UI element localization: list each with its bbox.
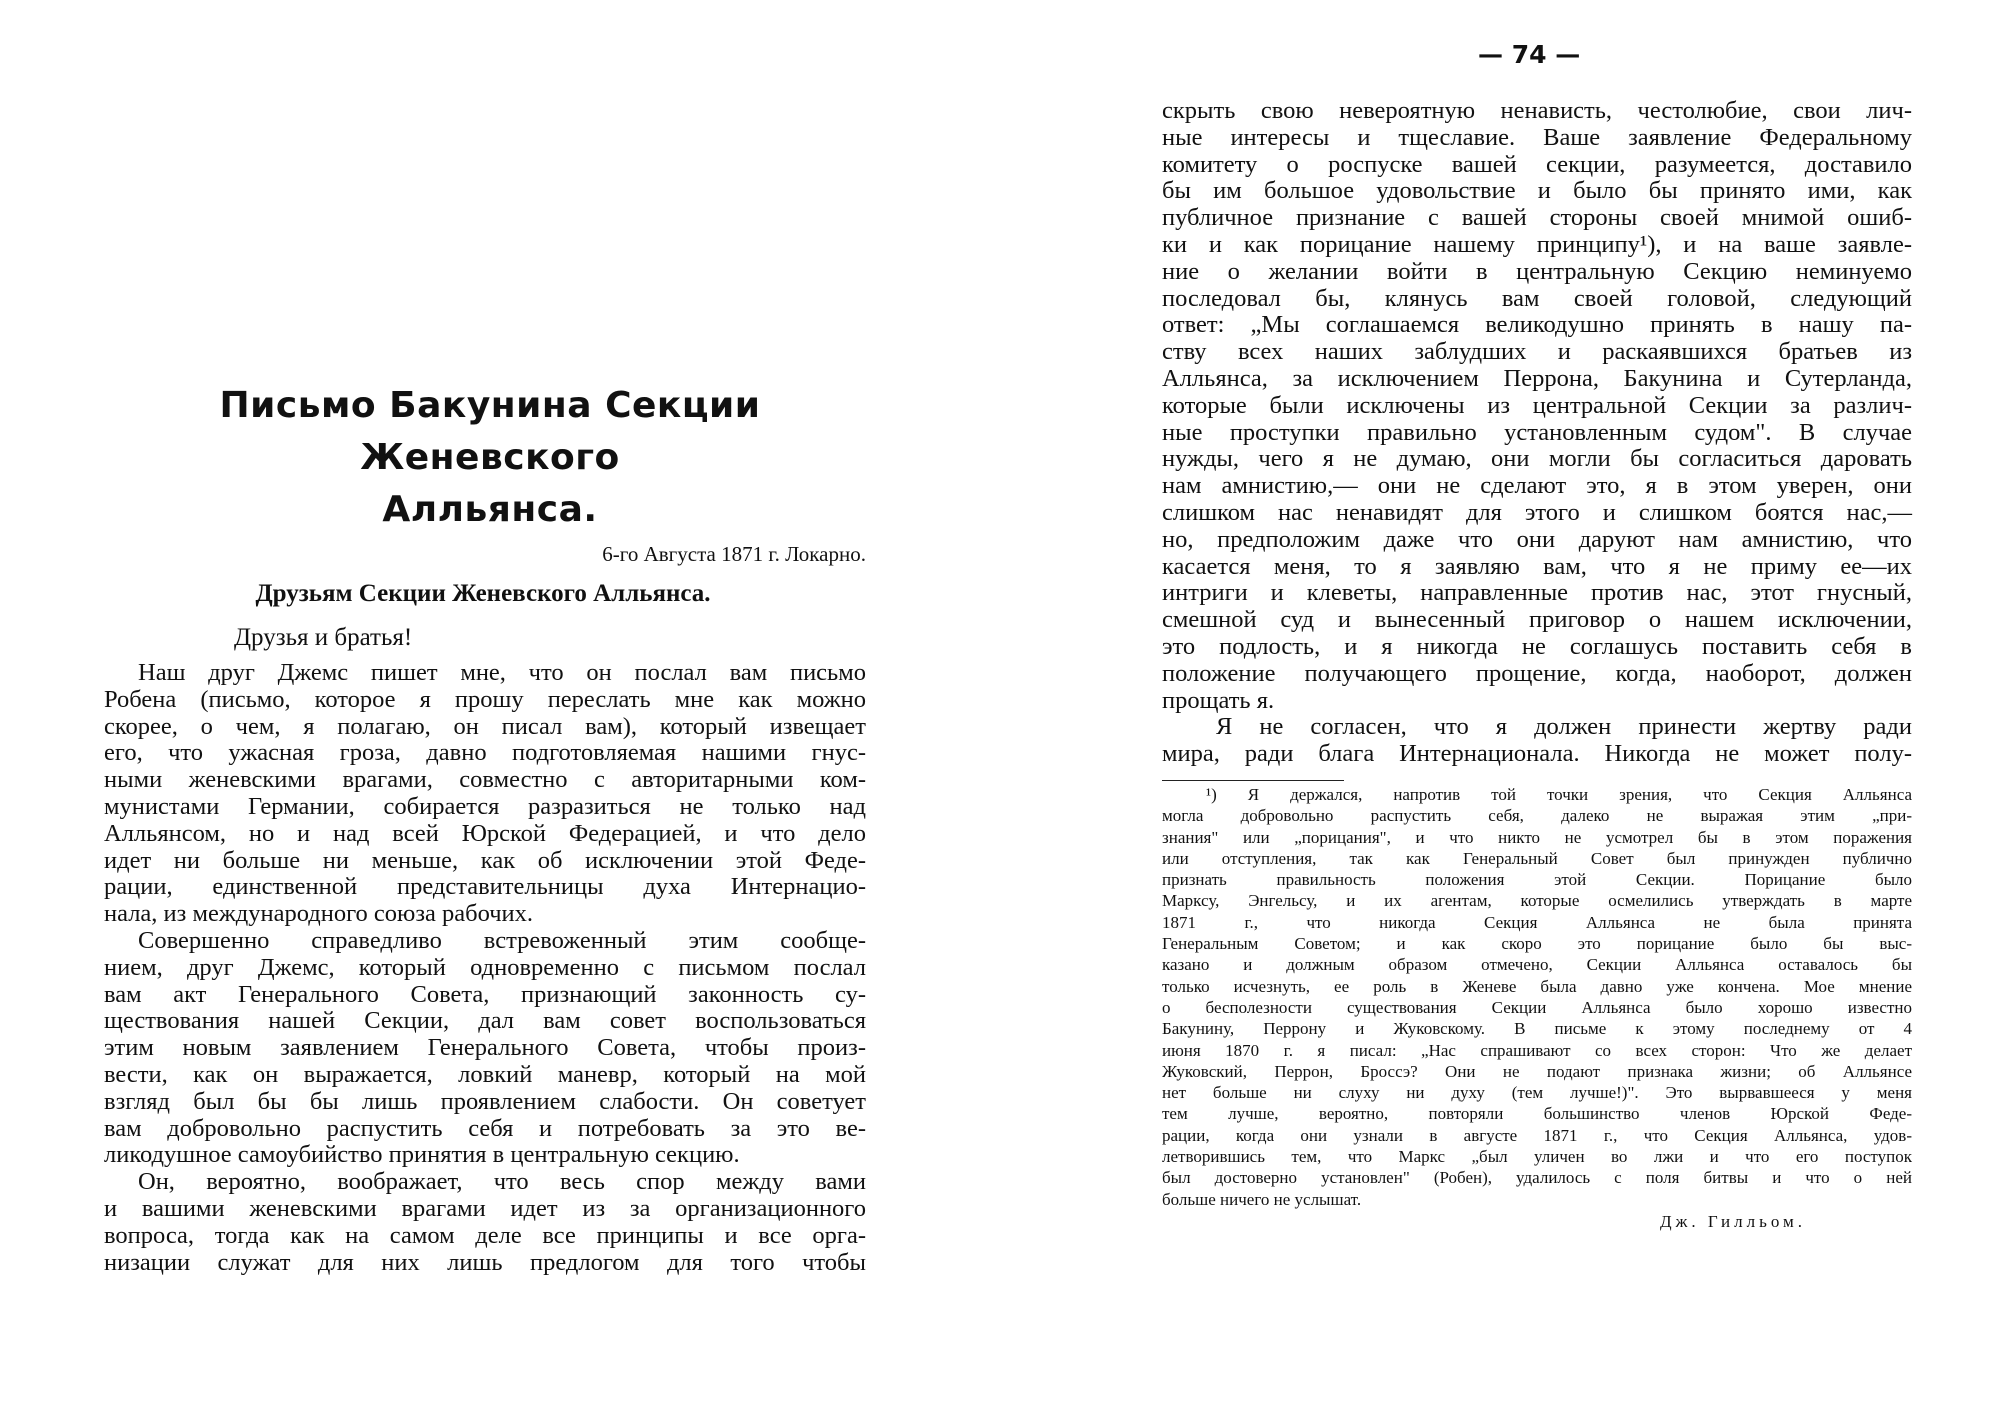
text-line: его, что ужасная гроза, давно подготовляемая нашими гнус-: [104, 739, 866, 767]
text-line: смешной суд и вынесенный приговор о нашем исключении,: [1162, 606, 1912, 634]
text-line: нам амнистию,— они не сделают это, я в этом уверен, они: [1162, 472, 1912, 500]
text-line: нала, из международного союза рабочих.: [104, 900, 534, 928]
footnote-line: Марксу, Энгельсу, и их агентам, которые осмелились утверждать в марте: [1162, 891, 1912, 911]
footnote-line: нет больше ни слуху ни духу (тем лучше!)". Это вырвавшееся у меня: [1162, 1083, 1912, 1103]
text-line: мира, ради блага Интернационала. Никогда не может полу-: [1162, 740, 1912, 768]
text-line: Робена (письмо, которое я прошу переслать мне как можно: [104, 685, 866, 713]
text-line: ными женевскими врагами, совместно с авторитарными ком-: [104, 766, 866, 794]
text-line: интриги и клеветы, направленные против нас, этот гнусный,: [1162, 579, 1912, 607]
text-line: прощать я.: [1162, 686, 1275, 714]
title-line-2: Алльянса.: [382, 489, 598, 530]
text-line: Алльянсом, но и над всей Юрской Федерацией, и что дело: [104, 819, 866, 847]
right-body-text: [1162, 98, 1912, 768]
footnote-line: знания" или „порицания", и что никто не усмотрел бы в этом поражения: [1162, 827, 1912, 847]
text-line: ные интересы и тщеславие. Ваше заявление Федеральному: [1162, 123, 1912, 151]
footnote-line: только исчезнуть, ее роль в Женеве была давно уже кончена. Мое мнение: [1162, 976, 1912, 996]
text-line: низации служат для них лишь предлогом для того чтобы: [104, 1248, 866, 1276]
letter-title: [120, 380, 860, 536]
text-line: последовал бы, клянусь вам своей головой, следующий: [1162, 284, 1912, 312]
footnote: [1162, 784, 1912, 1210]
footnote-line: Генеральным Советом; и как скоро это порицание было бы выс-: [1162, 934, 1912, 954]
addressee-heading: Друзьям Секции Женевского Алльянса.: [255, 580, 711, 607]
dateline: 6-го Августа 1871 г. Локарно.: [602, 542, 866, 566]
text-line: вопроса, тогда как на самом деле все принципы и все орга-: [104, 1221, 866, 1249]
text-line: которые были исключены из центральной Секции за различ-: [1162, 391, 1912, 419]
text-line: Наш друг Джемс пишет мне, что он послал вам письмо: [138, 659, 866, 686]
footnote-line: признать правильность положения этой Секции. Порицание было: [1162, 870, 1912, 890]
text-line: вести, как он выражается, ловкий маневр, который на мой: [104, 1060, 866, 1088]
text-line: ние о желании войти в центральную Секцию неминуемо: [1162, 257, 1912, 285]
page-number: — 74 —: [1478, 40, 1581, 69]
footnote-divider: [1162, 780, 1344, 781]
text-line: взгляд был бы бы лишь проявлением слабости. Он советует: [104, 1087, 866, 1115]
text-line: вам добровольно распустить себя и потребовать за это ве-: [104, 1114, 866, 1142]
text-line: мунистами Германии, собирается разразиться не только над: [104, 792, 866, 820]
footnote-line: 1871 г., что никогда Секция Алльянса не была принята: [1162, 912, 1912, 932]
text-line: Совершенно справедливо встревоженный этим сообще-: [138, 926, 866, 954]
right-page: [1000, 0, 2000, 1419]
text-line: скорее, о чем, я полагаю, он писал вам), который извещает: [104, 712, 866, 740]
text-line: но, предположим даже что они даруют нам амнистию, что: [1162, 525, 1912, 553]
footnote-line: Жуковский, Перрон, Броссэ? Они не подают признака жизни; об Алльянсе: [1162, 1061, 1912, 1081]
text-line: вам акт Генерального Совета, признающий законность су-: [104, 980, 866, 1008]
text-line: нужды, чего я не думаю, они могли бы согласиться даровать: [1162, 445, 1912, 473]
text-line: бы им большое удовольствие и было бы принято ими, как: [1162, 177, 1912, 205]
footnote-signature: Дж. Гилльом.: [1660, 1212, 1807, 1231]
footnote-line: рации, когда они узнали в августе 1871 г., что Секция Алльянса, удов-: [1162, 1125, 1912, 1145]
footnote-line: казано и должным образом отмечено, Секции Алльянса оставалось бы: [1162, 955, 1912, 975]
footnote-line: Бакунину, Перрону и Жуковскому. В письме к этому последнему от 4: [1162, 1019, 1912, 1039]
footnote-line: или отступления, так как Генеральный Совет был принужден публично: [1162, 848, 1912, 868]
footnote-line: больше ничего не услышат.: [1162, 1189, 1362, 1209]
footnote-line: тем лучше, вероятно, повторяли большинство членов Юрской Феде-: [1162, 1104, 1912, 1124]
text-line: ные проступки правильно установленным судом". В случае: [1162, 418, 1912, 446]
text-line: касается меня, то я заявляю вам, что я не приму ее—их: [1162, 552, 1912, 580]
text-line: публичное признание с вашей стороны своей мнимой ошиб-: [1162, 204, 1912, 232]
text-line: идет ни больше ни меньше, как об исключении этой Феде-: [104, 846, 866, 874]
text-line: ликодушное самоубийство принятия в центральную секцию.: [104, 1141, 740, 1169]
text-line: и вашими женевскими врагами идет из за организационного: [104, 1194, 866, 1222]
left-body-text: [104, 660, 866, 1276]
footnote-line: был достоверно установлен" (Робен), удалилось с поля битвы и что о ней: [1162, 1168, 1912, 1188]
text-line: слишком нас ненавидят для этого и слишком боятся нас,—: [1162, 498, 1912, 526]
text-line: комитету о роспуске вашей секции, разумеется, доставило: [1162, 150, 1912, 178]
text-line: Он, вероятно, воображает, что весь спор между вами: [138, 1168, 866, 1196]
footnote-line: о бесполезности существования Секции Алльянса было хорошо известно: [1162, 997, 1912, 1017]
text-line: Я не согласен, что я должен принести жертву ради: [1216, 713, 1912, 741]
salutation: Друзья и братья!: [234, 624, 413, 651]
footnote-line: могла добровольно распустить себя, далеко не выражая этим „при-: [1162, 806, 1912, 826]
text-line: рации, единственной представительницы духа Интернацио-: [104, 873, 866, 901]
text-line: ответ: „Мы соглашаемся великодушно принять в нашу па-: [1162, 311, 1912, 339]
text-line: ству всех наших заблудших и раскаявшихся братьев из: [1162, 338, 1912, 366]
text-line: этим новым заявлением Генерального Совета, чтобы произ-: [104, 1034, 866, 1062]
title-line-1: Письмо Бакунина Секции Женевского: [219, 385, 761, 478]
text-line: Алльянса, за исключением Перрона, Бакунина и Сутерланда,: [1162, 364, 1912, 392]
text-line: ки и как порицание нашему принципу¹), и на ваше заявле-: [1162, 230, 1912, 258]
footnote-line: июня 1870 г. я писал: „Нас спрашивают со всех сторон: Что же делает: [1162, 1040, 1912, 1060]
text-line: скрыть свою невероятную ненависть, честолюбие, свои лич-: [1162, 97, 1912, 124]
text-line: это подлость, и я никогда не соглашусь поставить себя в: [1162, 632, 1912, 660]
text-line: положение получающего прощение, когда, наоборот, должен: [1162, 659, 1912, 687]
footnote-line: ¹) Я держался, напротив той точки зрения, что Секция Алльянса: [1206, 785, 1912, 804]
footnote-line: летворившись тем, что Маркс „был уличен во лжи и что его поступок: [1162, 1147, 1912, 1167]
text-line: ществования нашей Секции, дал вам совет воспользоваться: [104, 1007, 866, 1035]
text-line: нием, друг Джемс, который одновременно с письмом послал: [104, 953, 866, 981]
